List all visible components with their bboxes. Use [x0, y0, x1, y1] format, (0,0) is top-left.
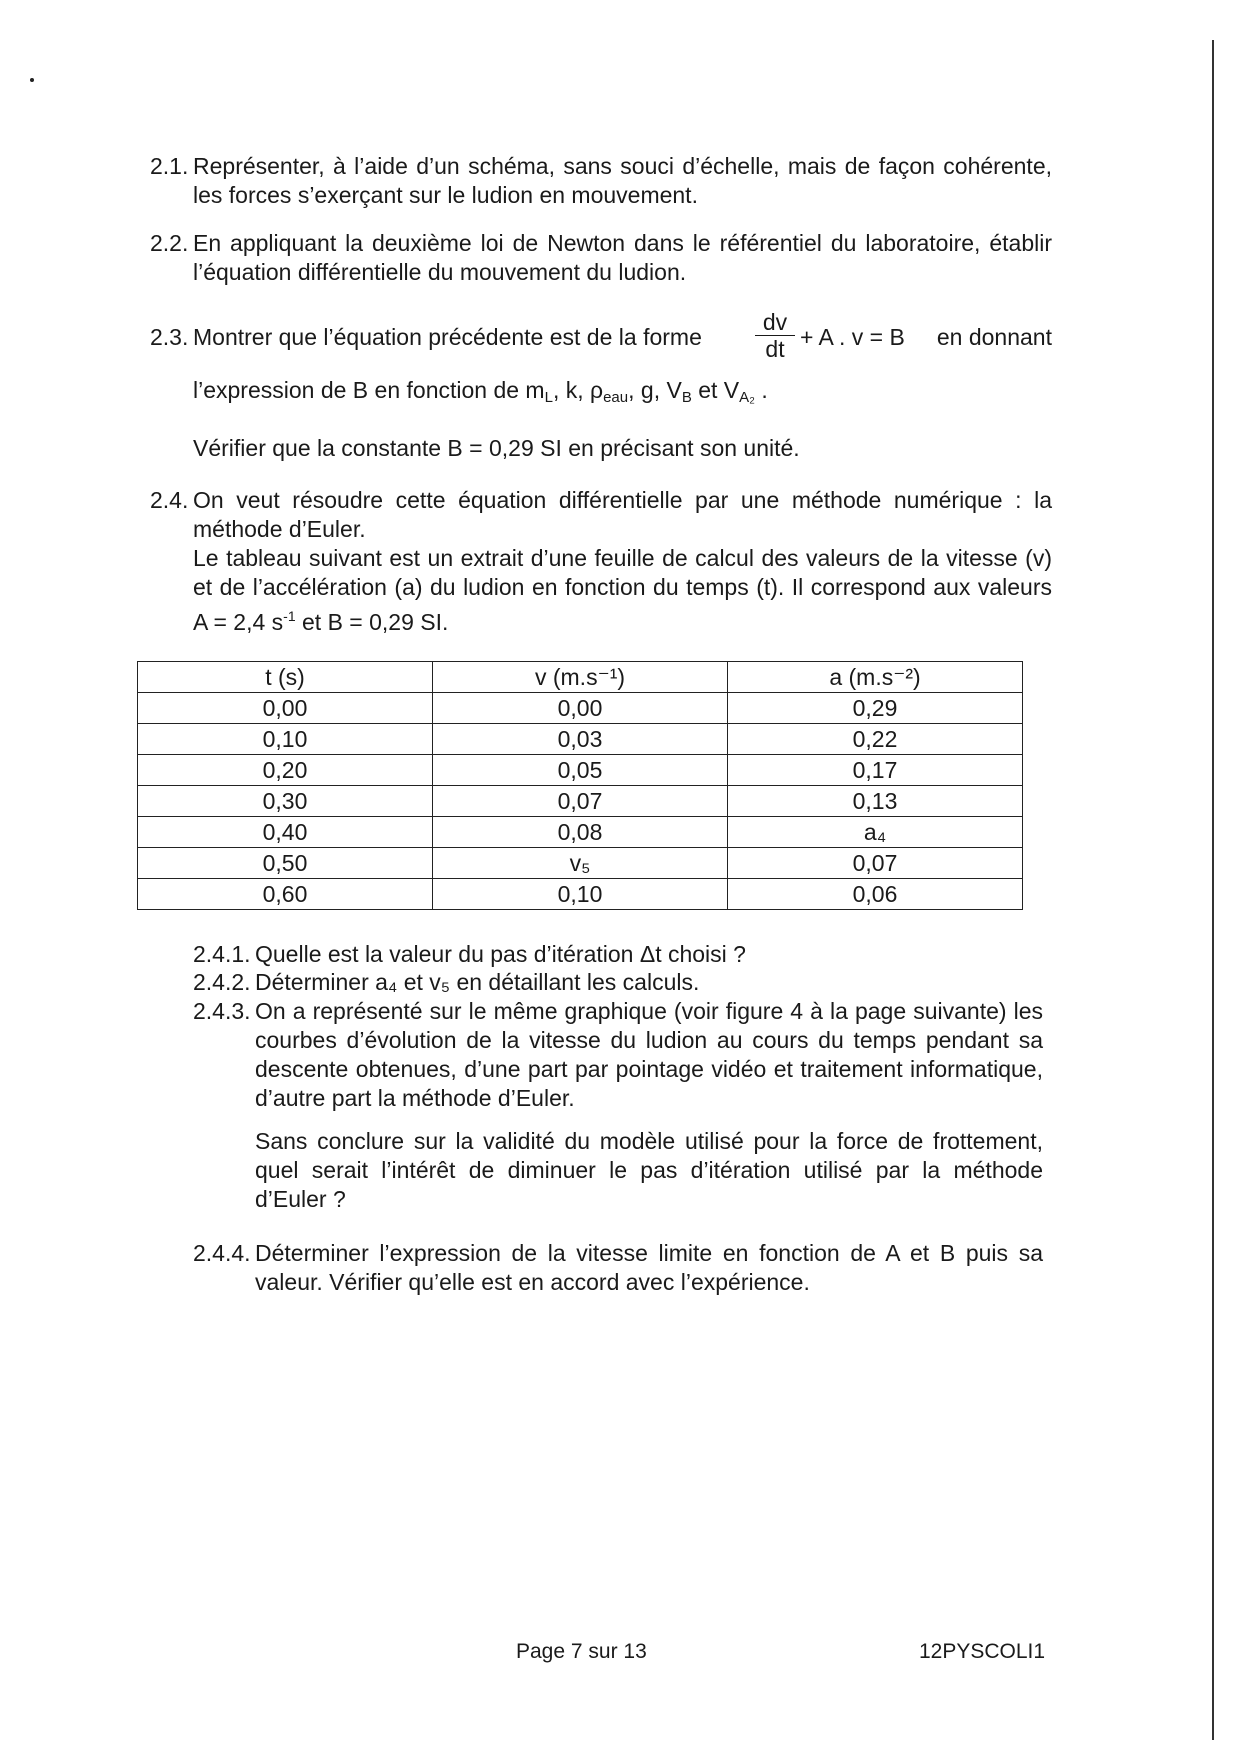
column-header-v: v (m.s⁻¹)	[433, 662, 728, 693]
table-row	[138, 817, 1023, 848]
question-number: 2.4.2.	[193, 969, 251, 995]
question-text: Déterminer a₄ et v₅ en détaillant les calculs.	[255, 969, 700, 995]
margin-rule	[1212, 40, 1214, 1740]
table-row	[138, 848, 1023, 879]
equation-rest: + A . v = B	[800, 324, 905, 350]
table-cell: 0,00	[433, 693, 728, 724]
text-fragment: et V	[691, 377, 740, 403]
derivative-fraction	[755, 309, 795, 362]
table-cell: 0,06	[728, 879, 1023, 910]
question-number: 2.4.3.	[193, 998, 251, 1024]
table-row	[138, 693, 1023, 724]
column-header-a: a (m.s⁻²)	[728, 662, 1023, 693]
table-row	[138, 879, 1023, 910]
table-cell: 0,10	[433, 879, 728, 910]
fraction-denominator: dt	[765, 336, 785, 362]
table-header-row	[138, 662, 1023, 693]
text-fragment: l’expression de B en fonction de m	[193, 377, 545, 403]
document-code: 12PYSCOLI1	[919, 1640, 1046, 1663]
question-text: En appliquant la deuxième loi de Newton dans le référentiel du laboratoire, établir l’équation différentielle du mouvement du ludion.	[193, 230, 1052, 285]
table-cell: 0,50	[138, 848, 433, 879]
text-fragment: , g, V	[628, 377, 682, 403]
question-number: 2.1.	[150, 153, 189, 179]
table-cell: 0,07	[433, 786, 728, 817]
table-cell: a₄	[728, 817, 1023, 848]
question-number: 2.4.1.	[193, 941, 251, 967]
euler-table	[137, 661, 1023, 910]
question-text: Montrer que l’équation précédente est de la forme	[193, 324, 702, 350]
table-cell: 0,00	[138, 693, 433, 724]
subscript: B	[681, 389, 692, 406]
table-intro	[193, 544, 1052, 637]
table-cell: 0,05	[433, 755, 728, 786]
table-cell: 0,10	[138, 724, 433, 755]
question-number: 2.4.	[150, 487, 189, 513]
table-cell: 0,29	[728, 693, 1023, 724]
table-cell: 0,17	[728, 755, 1023, 786]
subscript: A₂	[739, 389, 755, 406]
table-cell: 0,03	[433, 724, 728, 755]
table-row	[138, 786, 1023, 817]
verification-text: Vérifier que la constante B = 0,29 SI en précisant son unité.	[193, 435, 800, 461]
table-row	[138, 755, 1023, 786]
question-text: en donnant	[936, 324, 1052, 350]
table-cell: 0,30	[138, 786, 433, 817]
table-cell: v₅	[433, 848, 728, 879]
text-fragment: , k, ρ	[552, 377, 604, 403]
table-cell: 0,20	[138, 755, 433, 786]
table-cell: 0,13	[728, 786, 1023, 817]
question-number: 2.2.	[150, 230, 189, 256]
question-text: Quelle est la valeur du pas d’itération Δt choisi ?	[255, 941, 746, 967]
expression-line	[193, 376, 768, 412]
question-2-3	[150, 309, 1052, 473]
question-text: On a représenté sur le même graphique (voir figure 4 à la page suivante) les courbes d’évolution de la vitesse du ludion au cours du temps pendant sa descente obtenues, d’une part par pointage vidéo et traitement informatique, d’autre part la méthode d’Euler.	[255, 998, 1043, 1111]
table-cell: 0,08	[433, 817, 728, 848]
table-cell: 0,60	[138, 879, 433, 910]
text-fragment: .	[754, 377, 768, 403]
column-header-t: t (s)	[138, 662, 433, 693]
table-cell: 0,40	[138, 817, 433, 848]
table-row	[138, 724, 1023, 755]
table-cell: 0,22	[728, 724, 1023, 755]
table-cell: 0,07	[728, 848, 1023, 879]
question-followup: Sans conclure sur la validité du modèle utilisé pour la force de frottement, quel serait l’intérêt de diminuer le pas d’itération utilisé par la méthode d’Euler ?	[255, 1128, 1043, 1212]
subscript: eau	[603, 389, 629, 406]
page-number: Page 7 sur 13	[516, 1640, 647, 1663]
scan-speck	[30, 78, 34, 82]
subscript: L	[544, 389, 553, 406]
question-number: 2.3.	[150, 324, 189, 350]
question-text: On veut résoudre cette équation différentielle par une méthode numérique : la méthode d’Euler.	[193, 487, 1052, 542]
question-text: Représenter, à l’aide d’un schéma, sans souci d’échelle, mais de façon cohérente, les forces s’exerçant sur le ludion en mouvement.	[193, 153, 1052, 208]
text-fragment: Le tableau suivant est un extrait d’une feuille de calcul des valeurs de la vitesse (v) et de l’accélération (a) du ludion en fonction du temps (t). Il correspond aux valeurs A = 2,4 s	[193, 545, 1052, 635]
superscript: -1	[283, 608, 296, 624]
question-text: Déterminer l’expression de la vitesse limite en fonction de A et B puis sa valeur. Vérifier qu’elle est en accord avec l’expérience.	[255, 1240, 1043, 1295]
text-fragment: et B = 0,29 SI.	[295, 609, 449, 635]
fraction-numerator: dv	[755, 309, 795, 336]
question-number: 2.4.4.	[193, 1240, 251, 1266]
